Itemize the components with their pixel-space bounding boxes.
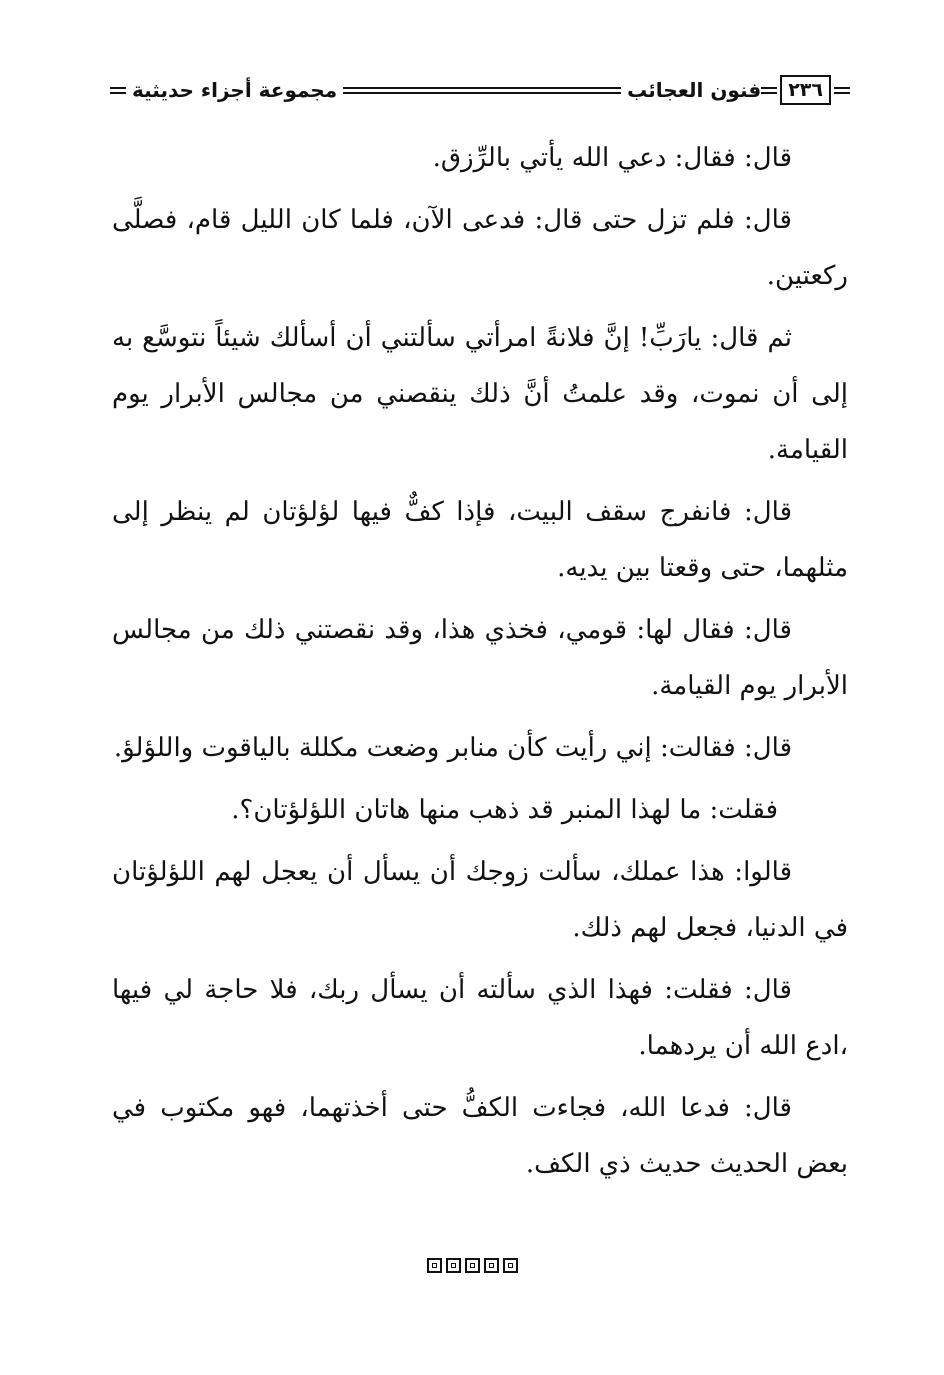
- end-mark-icon: [484, 1258, 499, 1273]
- end-mark-icon: [427, 1258, 442, 1273]
- header-rule-small: [761, 87, 777, 94]
- header-rule-left: [110, 87, 126, 94]
- end-mark-icon: [446, 1258, 461, 1273]
- page-number: ٢٣٦: [780, 75, 831, 105]
- end-of-section-marks: [0, 1258, 944, 1273]
- paragraph-6: قال: فقالت: إني رأيت كأن منابر وضعت مكللة بالياقوت واللؤلؤ.: [113, 733, 792, 763]
- paragraph-5: قال: فقال لها: قومي، فخذي هذا، وقد نقصتني ذلك من مجالس الأبرار يوم القيامة.: [112, 615, 848, 701]
- paragraph-7: فقلت: ما لهذا المنبر قد ذهب منها هاتان اللؤلؤتان؟.: [231, 795, 778, 825]
- paragraph-3: ثم قال: يارَبِّ! إنَّ فلانةً امرأتي سألتني أن أسألك شيئاً نتوسَّع به إلى أن نموت، وقد علمتُ أنَّ ذلك ينقصني من مجالس الأبرار يوم القيامة.: [112, 323, 848, 465]
- header-rule-middle: [343, 87, 621, 94]
- paragraph-10: قال: فدعا الله، فجاءت الكفُّ حتى أخذتهما، فهو مكتوب في بعض الحديث حديث ذي الكف.: [112, 1093, 848, 1179]
- paragraph-4: قال: فانفرج سقف البيت، فإذا كفٌّ فيها لؤلؤتان لم ينظر إلى مثلهما، حتى وقعتا بين يديه.: [112, 497, 848, 583]
- end-mark-icon: [465, 1258, 480, 1273]
- page-body: [112, 130, 848, 1198]
- chapter-title: فنون العجائب: [627, 78, 762, 102]
- end-mark-icon: [503, 1258, 518, 1273]
- header-rule-right: [834, 87, 850, 94]
- paragraph-8: قالوا: هذا عملك، سألت زوجك أن يسأل أن يعجل لهم اللؤلؤتان في الدنيا، فجعل لهم ذلك.: [112, 857, 848, 943]
- paragraph-1: قال: فقال: دعي الله يأتي بالرِّزق.: [432, 143, 792, 173]
- book-title: مجموعة أجزاء حديثية: [132, 78, 338, 102]
- paragraph-2: قال: فلم تزل حتى قال: فدعى الآن، فلما كان الليل قام، فصلَّى ركعتين.: [112, 205, 848, 291]
- running-header: [110, 70, 850, 110]
- paragraph-9: قال: فقلت: فهذا الذي سألته أن يسأل ربك، فلا حاجة لي فيها ،ادع الله أن يردهما.: [112, 975, 848, 1061]
